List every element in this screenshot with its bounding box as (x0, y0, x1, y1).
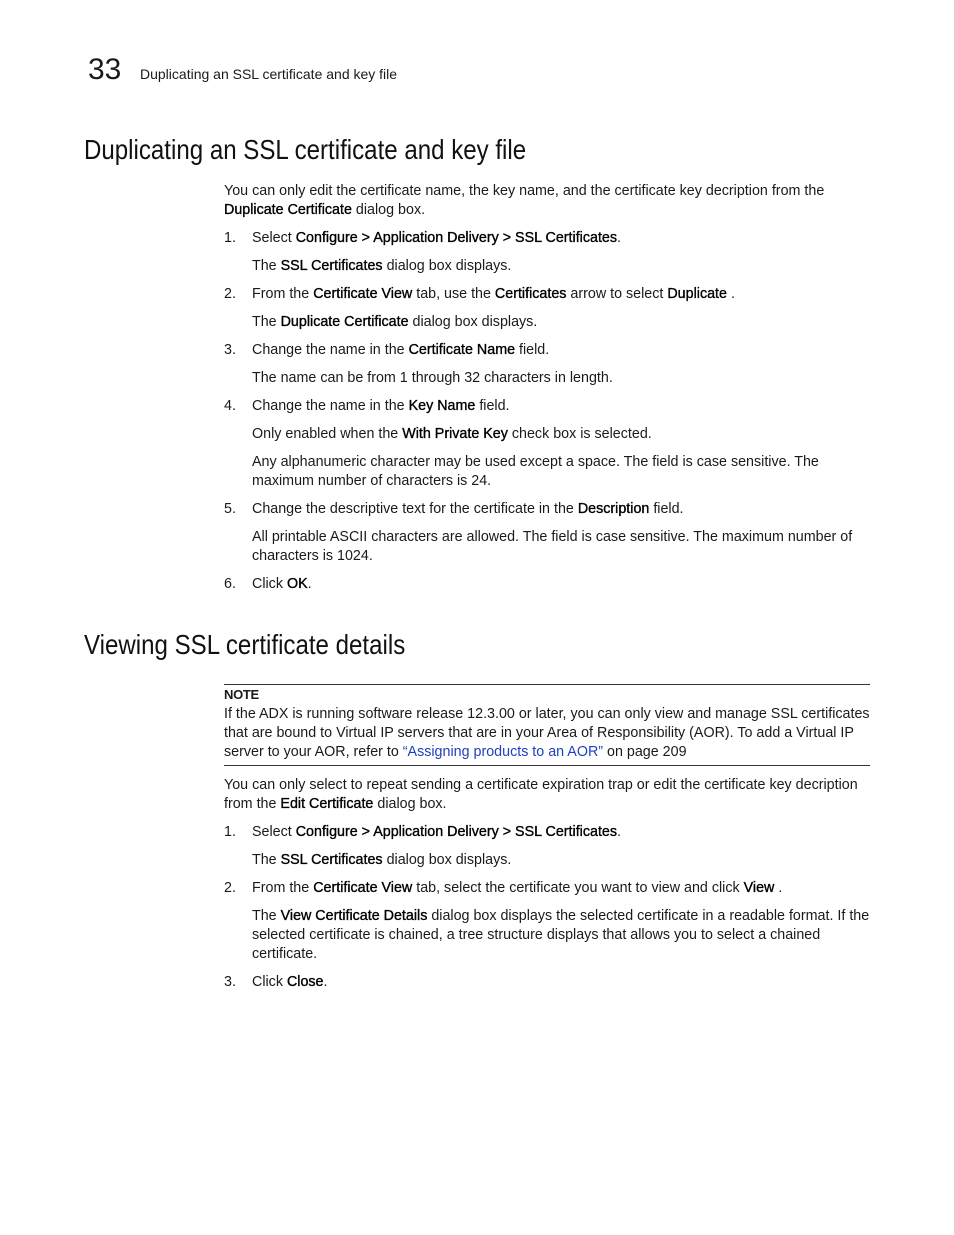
section2-intro: You can only select to repeat sending a certificate expiration trap or edit the certificate key decription from the Edit Certificate dialog box. (224, 777, 858, 812)
cross-reference-link[interactable]: “Assigning products to an AOR” (402, 744, 604, 760)
step-detail-text: All printable ASCII characters are allowed. The field is case sensitive. The maximum number of characters is 1024. (252, 529, 853, 564)
step-text: From the Certificate View tab, select the certificate you want to view and click View . (252, 880, 783, 896)
chapter-number: 33 (88, 53, 122, 86)
note-top-rule (224, 684, 870, 685)
step-text: Change the name in the Certificate Name field. (252, 342, 550, 358)
step-text: From the Certificate View tab, use the Certificates arrow to select Duplicate . (252, 286, 735, 302)
step-result-text: The View Certificate Details dialog box displays the selected certificate in a readable format. If the selected certificate is chained, a tree structure displays that allows you to select a chained certificate. (252, 908, 870, 962)
step-number: 1. (224, 230, 236, 246)
step-result-text: The SSL Certificates dialog box displays. (252, 258, 512, 274)
step-result-text: The Duplicate Certificate dialog box displays. (252, 314, 538, 330)
section-title-viewing: Viewing SSL certificate details (84, 629, 406, 660)
step-number: 3. (224, 342, 236, 358)
step-text: Click Close. (252, 974, 328, 990)
step-text: Select Configure > Application Delivery > SSL Certificates. (252, 230, 622, 246)
note-label: NOTE (224, 687, 259, 702)
step-detail-text: Only enabled when the With Private Key check box is selected. (252, 426, 652, 442)
step-number: 1. (224, 824, 236, 840)
step-number: 4. (224, 398, 236, 414)
running-header-title: Duplicating an SSL certificate and key file (140, 66, 398, 82)
step-number: 5. (224, 501, 236, 517)
step-detail-text: The name can be from 1 through 32 characters in length. (252, 370, 613, 386)
step-text: Change the descriptive text for the certificate in the Description field. (252, 501, 684, 517)
step-number: 6. (224, 576, 236, 592)
note-bottom-rule (224, 765, 870, 766)
step-number: 2. (224, 880, 236, 896)
step-text: Change the name in the Key Name field. (252, 398, 510, 414)
note-text: If the ADX is running software release 12.3.00 or later, you can only view and manage SSL certificates that are bound to Virtual IP servers that are in your Area of Responsibility (AOR). To add a Virtual IP server to your AOR, refer to “Assigning products to an AOR” on page 209 (224, 706, 870, 760)
step-number: 2. (224, 286, 236, 302)
section-title-duplicating: Duplicating an SSL certificate and key file (84, 134, 527, 165)
step-number: 3. (224, 974, 236, 990)
section1-intro: You can only edit the certificate name, the key name, and the certificate key decription from the Duplicate Certificate dialog box. (224, 183, 825, 218)
step-text: Select Configure > Application Delivery > SSL Certificates. (252, 824, 622, 840)
step-result-text: The SSL Certificates dialog box displays. (252, 852, 512, 868)
step-text: Click OK. (252, 576, 312, 592)
step-detail-text: Any alphanumeric character may be used except a space. The field is case sensitive. The maximum number of characters is 24. (252, 454, 819, 489)
